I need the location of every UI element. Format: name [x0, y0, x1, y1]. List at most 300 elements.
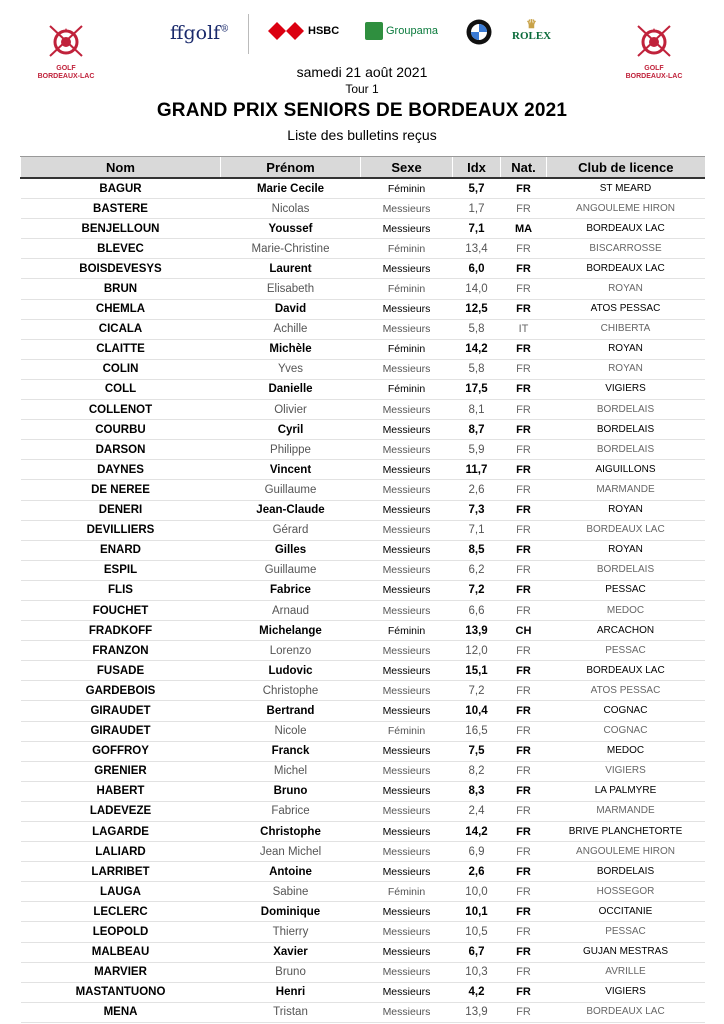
round-label: Tour 1 [345, 82, 379, 96]
cell-idx: 10,1 [453, 902, 501, 922]
cell-prenom: Michèle [221, 339, 361, 359]
cell-club: ROYAN [547, 359, 705, 379]
cell-prenom: Guillaume [221, 560, 361, 580]
page-subtitle: Liste des bulletins reçus [287, 127, 437, 143]
cell-nom: FOUCHET [21, 600, 221, 620]
cell-nom: MARVIER [21, 962, 221, 982]
sponsor-divider [248, 14, 249, 54]
cell-sexe: Messieurs [361, 681, 453, 701]
table-row [21, 400, 705, 420]
table-row [21, 319, 705, 339]
cell-prenom: Thierry [221, 922, 361, 942]
cell-nom: DARSON [21, 440, 221, 460]
cell-sexe: Messieurs [361, 641, 453, 661]
cell-idx: 16,5 [453, 721, 501, 741]
cell-club: OCCITANIE [547, 902, 705, 922]
cell-prenom: Lorenzo [221, 641, 361, 661]
cell-nom: BLEVEC [21, 239, 221, 259]
cell-idx: 10,0 [453, 882, 501, 902]
cell-nat: FR [501, 962, 547, 982]
table-row [21, 199, 705, 219]
cell-club: ROYAN [547, 500, 705, 520]
cell-idx: 13,4 [453, 239, 501, 259]
cell-club: VIGIERS [547, 982, 705, 1002]
cell-club: COGNAC [547, 701, 705, 721]
cell-prenom: Jean Michel [221, 842, 361, 862]
club-name-bottom: BORDEAUX-LAC [625, 73, 683, 80]
cell-idx: 2,4 [453, 801, 501, 821]
cell-sexe: Messieurs [361, 540, 453, 560]
cell-club: ROYAN [547, 540, 705, 560]
cell-nat: FR [501, 540, 547, 560]
cell-nom: GARDEBOIS [21, 681, 221, 701]
ffgolf-logo: ffgolf® [170, 22, 230, 44]
cell-idx: 4,2 [453, 982, 501, 1002]
cell-nom: BENJELLOUN [21, 219, 221, 239]
cell-nom: MALBEAU [21, 942, 221, 962]
cell-sexe: Messieurs [361, 199, 453, 219]
table-row [21, 299, 705, 319]
cell-nat: FR [501, 721, 547, 741]
cell-nat: FR [501, 902, 547, 922]
cell-nat: FR [501, 681, 547, 701]
cell-nat: FR [501, 882, 547, 902]
cell-nat: IT [501, 319, 547, 339]
cell-nom: COLLENOT [21, 400, 221, 420]
cell-prenom: Gérard [221, 520, 361, 540]
cell-sexe: Féminin [361, 178, 453, 199]
table-row [21, 420, 705, 440]
cell-sexe: Messieurs [361, 580, 453, 600]
cell-nat: FR [501, 982, 547, 1002]
cell-prenom: Yves [221, 359, 361, 379]
cell-idx: 12,5 [453, 299, 501, 319]
table-row [21, 741, 705, 761]
cell-nom: MASTANTUONO [21, 982, 221, 1002]
cell-nom: ESPIL [21, 560, 221, 580]
cell-sexe: Messieurs [361, 400, 453, 420]
table-row [21, 500, 705, 520]
cell-club: AVRILLE [547, 962, 705, 982]
cell-sexe: Messieurs [361, 299, 453, 319]
cell-sexe: Messieurs [361, 480, 453, 500]
cell-club: ROYAN [547, 279, 705, 299]
cell-nat: FR [501, 520, 547, 540]
cell-idx: 15,1 [453, 661, 501, 681]
cell-sexe: Messieurs [361, 359, 453, 379]
cell-prenom: Xavier [221, 942, 361, 962]
club-name-bottom: BORDEAUX-LAC [37, 73, 95, 80]
cell-nat: FR [501, 500, 547, 520]
table-row [21, 178, 705, 199]
cell-nat: FR [501, 641, 547, 661]
cell-nom: FRADKOFF [21, 621, 221, 641]
table-row [21, 882, 705, 902]
cell-club: AIGUILLONS [547, 460, 705, 480]
cell-nom: LARRIBET [21, 862, 221, 882]
cell-club: MEDOC [547, 741, 705, 761]
cell-prenom: David [221, 299, 361, 319]
cell-club: ARCACHON [547, 621, 705, 641]
cell-sexe: Féminin [361, 621, 453, 641]
cell-idx: 17,5 [453, 379, 501, 399]
cell-nom: BRUN [21, 279, 221, 299]
table-row [21, 801, 705, 821]
cell-nat: FR [501, 801, 547, 821]
column-header-sexe: Sexe [361, 157, 453, 179]
cell-idx: 13,9 [453, 1002, 501, 1022]
cell-club: BORDEAUX LAC [547, 661, 705, 681]
cell-idx: 5,8 [453, 359, 501, 379]
cell-idx: 14,2 [453, 339, 501, 359]
cell-club: LA PALMYRE [547, 781, 705, 801]
table-row [21, 781, 705, 801]
cell-idx: 8,2 [453, 761, 501, 781]
table-row [21, 1002, 705, 1022]
cell-prenom: Michelange [221, 621, 361, 641]
cell-prenom: Elisabeth [221, 279, 361, 299]
cell-club: BORDELAIS [547, 420, 705, 440]
cell-prenom: Bruno [221, 962, 361, 982]
cell-nat: MA [501, 219, 547, 239]
cell-nom: MENA [21, 1002, 221, 1022]
cell-nat: FR [501, 178, 547, 199]
cell-prenom: Marie Cecile [221, 178, 361, 199]
cell-idx: 8,5 [453, 540, 501, 560]
cell-nat: FR [501, 400, 547, 420]
cell-prenom: Laurent [221, 259, 361, 279]
cell-sexe: Féminin [361, 339, 453, 359]
cell-prenom: Ludovic [221, 661, 361, 681]
hsbc-hexagon-icon [268, 22, 304, 40]
table-row [21, 761, 705, 781]
table-row [21, 540, 705, 560]
cell-nom: LEOPOLD [21, 922, 221, 942]
cell-sexe: Messieurs [361, 781, 453, 801]
cell-idx: 2,6 [453, 862, 501, 882]
cell-nat: FR [501, 822, 547, 842]
cell-prenom: Christophe [221, 681, 361, 701]
cell-prenom: Achille [221, 319, 361, 339]
event-date: samedi 21 août 2021 [296, 64, 428, 80]
cell-nom: LADEVEZE [21, 801, 221, 821]
cell-idx: 6,0 [453, 259, 501, 279]
table-row [21, 721, 705, 741]
cell-nat: FR [501, 922, 547, 942]
column-header-nom: Nom [21, 157, 221, 179]
cell-idx: 7,3 [453, 500, 501, 520]
cell-prenom: Sabine [221, 882, 361, 902]
cell-prenom: Gilles [221, 540, 361, 560]
cell-sexe: Messieurs [361, 982, 453, 1002]
cell-nom: LALIARD [21, 842, 221, 862]
cell-idx: 7,1 [453, 520, 501, 540]
cell-prenom: Michel [221, 761, 361, 781]
cell-prenom: Jean-Claude [221, 500, 361, 520]
cell-nat: FR [501, 862, 547, 882]
cell-idx: 6,6 [453, 600, 501, 620]
cell-prenom: Danielle [221, 379, 361, 399]
table-header-row [21, 157, 705, 179]
cell-nat: CH [501, 621, 547, 641]
table-row [21, 962, 705, 982]
table-row [21, 902, 705, 922]
cell-idx: 8,7 [453, 420, 501, 440]
cell-sexe: Messieurs [361, 741, 453, 761]
cell-nat: FR [501, 1002, 547, 1022]
cell-idx: 7,5 [453, 741, 501, 761]
cell-nom: COURBU [21, 420, 221, 440]
groupama-logo: Groupama [365, 22, 438, 40]
cell-sexe: Messieurs [361, 661, 453, 681]
cell-nat: FR [501, 339, 547, 359]
cell-club: BORDEAUX LAC [547, 1002, 705, 1022]
table-row [21, 219, 705, 239]
table-row [21, 339, 705, 359]
table-row [21, 580, 705, 600]
cell-prenom: Antoine [221, 862, 361, 882]
cell-sexe: Féminin [361, 721, 453, 741]
cell-sexe: Messieurs [361, 801, 453, 821]
cell-club: COGNAC [547, 721, 705, 741]
table-row [21, 681, 705, 701]
cell-idx: 7,2 [453, 681, 501, 701]
cell-club: BORDELAIS [547, 440, 705, 460]
cell-idx: 10,4 [453, 701, 501, 721]
cell-club: VIGIERS [547, 761, 705, 781]
table-row [21, 942, 705, 962]
cell-idx: 5,7 [453, 178, 501, 199]
cell-nat: FR [501, 560, 547, 580]
table-row [21, 862, 705, 882]
rolex-crown-icon: ♛ [526, 17, 537, 31]
cell-nom: FUSADE [21, 661, 221, 681]
cell-prenom: Christophe [221, 822, 361, 842]
cell-prenom: Nicolas [221, 199, 361, 219]
cell-nat: FR [501, 460, 547, 480]
cell-idx: 10,5 [453, 922, 501, 942]
table-row [21, 440, 705, 460]
cell-club: PESSAC [547, 922, 705, 942]
cell-nat: FR [501, 781, 547, 801]
cell-nat: FR [501, 580, 547, 600]
cell-prenom: Franck [221, 741, 361, 761]
table-row [21, 560, 705, 580]
table-row [21, 600, 705, 620]
cell-sexe: Messieurs [361, 922, 453, 942]
cell-idx: 12,0 [453, 641, 501, 661]
cell-club: ATOS PESSAC [547, 299, 705, 319]
cell-nat: FR [501, 842, 547, 862]
cell-club: MEDOC [547, 600, 705, 620]
cell-nat: FR [501, 259, 547, 279]
table-row [21, 922, 705, 942]
cell-club: BORDEAUX LAC [547, 259, 705, 279]
cell-club: BORDEAUX LAC [547, 219, 705, 239]
cell-prenom: Bruno [221, 781, 361, 801]
cell-sexe: Messieurs [361, 219, 453, 239]
cell-nom: COLL [21, 379, 221, 399]
cell-sexe: Messieurs [361, 520, 453, 540]
table-row [21, 842, 705, 862]
cell-nom: BOISDEVESYS [21, 259, 221, 279]
cell-nom: LAUGA [21, 882, 221, 902]
cell-club: PESSAC [547, 641, 705, 661]
cell-club: BISCARROSSE [547, 239, 705, 259]
table-row [21, 359, 705, 379]
club-name-top: GOLF [644, 65, 664, 72]
cell-sexe: Féminin [361, 379, 453, 399]
cell-prenom: Marie-Christine [221, 239, 361, 259]
cell-nat: FR [501, 661, 547, 681]
cell-sexe: Féminin [361, 239, 453, 259]
cell-nat: FR [501, 440, 547, 460]
hsbc-logo: HSBC [268, 22, 339, 40]
cell-club: ANGOULEME HIRON [547, 199, 705, 219]
cell-club: VIGIERS [547, 379, 705, 399]
cell-nat: FR [501, 379, 547, 399]
cell-club: ROYAN [547, 339, 705, 359]
cell-idx: 2,6 [453, 480, 501, 500]
cell-nom: CICALA [21, 319, 221, 339]
cell-prenom: Nicole [221, 721, 361, 741]
cell-nom: GIRAUDET [21, 701, 221, 721]
cell-prenom: Bertrand [221, 701, 361, 721]
cell-idx: 14,2 [453, 822, 501, 842]
cell-nom: BAGUR [21, 178, 221, 199]
cell-sexe: Messieurs [361, 761, 453, 781]
table-row [21, 701, 705, 721]
cell-club: PESSAC [547, 580, 705, 600]
table-row [21, 239, 705, 259]
cell-idx: 7,2 [453, 580, 501, 600]
cell-idx: 5,8 [453, 319, 501, 339]
cell-nom: DEVILLIERS [21, 520, 221, 540]
cell-idx: 14,0 [453, 279, 501, 299]
cell-nat: FR [501, 199, 547, 219]
cell-nom: FLIS [21, 580, 221, 600]
cell-nat: FR [501, 480, 547, 500]
cell-sexe: Messieurs [361, 822, 453, 842]
table-row [21, 279, 705, 299]
cell-sexe: Messieurs [361, 319, 453, 339]
cell-prenom: Cyril [221, 420, 361, 440]
cell-nom: BASTERE [21, 199, 221, 219]
club-name-top: GOLF [56, 65, 76, 72]
cell-idx: 6,2 [453, 560, 501, 580]
cell-prenom: Fabrice [221, 801, 361, 821]
cell-nom: DE NEREE [21, 480, 221, 500]
column-header-idx: Idx [453, 157, 501, 179]
cell-nom: COLIN [21, 359, 221, 379]
cell-prenom: Philippe [221, 440, 361, 460]
cell-sexe: Messieurs [361, 420, 453, 440]
cell-club: BORDEAUX LAC [547, 520, 705, 540]
table-row [21, 460, 705, 480]
cell-sexe: Messieurs [361, 259, 453, 279]
cell-club: ATOS PESSAC [547, 681, 705, 701]
table-row [21, 259, 705, 279]
column-header-club: Club de licence [547, 157, 705, 179]
cell-idx: 7,1 [453, 219, 501, 239]
table-row [21, 641, 705, 661]
cell-idx: 1,7 [453, 199, 501, 219]
cell-sexe: Messieurs [361, 500, 453, 520]
cell-nom: FRANZON [21, 641, 221, 661]
cell-prenom: Olivier [221, 400, 361, 420]
cell-idx: 5,9 [453, 440, 501, 460]
cell-club: CHIBERTA [547, 319, 705, 339]
cell-idx: 8,1 [453, 400, 501, 420]
cell-club: BRIVE PLANCHETORTE [547, 822, 705, 842]
table-row [21, 661, 705, 681]
golf-club-crest-icon [46, 22, 86, 60]
cell-nom: LECLERC [21, 902, 221, 922]
cell-sexe: Messieurs [361, 440, 453, 460]
cell-nom: DENERI [21, 500, 221, 520]
cell-nom: CHEMLA [21, 299, 221, 319]
cell-idx: 6,7 [453, 942, 501, 962]
table-row [21, 621, 705, 641]
cell-nom: GIRAUDET [21, 721, 221, 741]
cell-idx: 11,7 [453, 460, 501, 480]
cell-sexe: Messieurs [361, 600, 453, 620]
cell-nat: FR [501, 761, 547, 781]
cell-sexe: Messieurs [361, 902, 453, 922]
cell-club: MARMANDE [547, 801, 705, 821]
sponsor-bar [160, 14, 570, 56]
cell-sexe: Messieurs [361, 842, 453, 862]
cell-idx: 10,3 [453, 962, 501, 982]
cell-prenom: Henri [221, 982, 361, 1002]
cell-idx: 13,9 [453, 621, 501, 641]
column-header-prenom: Prénom [221, 157, 361, 179]
cell-sexe: Messieurs [361, 460, 453, 480]
cell-nom: DAYNES [21, 460, 221, 480]
cell-club: BORDELAIS [547, 560, 705, 580]
cell-sexe: Messieurs [361, 701, 453, 721]
cell-club: GUJAN MESTRAS [547, 942, 705, 962]
table-row [21, 822, 705, 842]
cell-nom: ENARD [21, 540, 221, 560]
cell-prenom: Vincent [221, 460, 361, 480]
cell-nom: GRENIER [21, 761, 221, 781]
cell-nat: FR [501, 239, 547, 259]
cell-nat: FR [501, 359, 547, 379]
cell-nom: CLAITTE [21, 339, 221, 359]
bmw-roundel-icon [466, 19, 492, 45]
cell-prenom: Guillaume [221, 480, 361, 500]
cell-sexe: Messieurs [361, 1002, 453, 1022]
cell-prenom: Fabrice [221, 580, 361, 600]
cell-prenom: Arnaud [221, 600, 361, 620]
cell-nat: FR [501, 741, 547, 761]
entries-table [20, 156, 705, 1023]
cell-club: ST MEARD [547, 178, 705, 199]
table-row [21, 520, 705, 540]
cell-nom: HABERT [21, 781, 221, 801]
table-row [21, 379, 705, 399]
cell-nat: FR [501, 942, 547, 962]
cell-idx: 6,9 [453, 842, 501, 862]
cell-sexe: Messieurs [361, 560, 453, 580]
cell-idx: 8,3 [453, 781, 501, 801]
cell-sexe: Messieurs [361, 962, 453, 982]
cell-nat: FR [501, 420, 547, 440]
cell-nat: FR [501, 279, 547, 299]
table-row [21, 982, 705, 1002]
cell-nat: FR [501, 600, 547, 620]
